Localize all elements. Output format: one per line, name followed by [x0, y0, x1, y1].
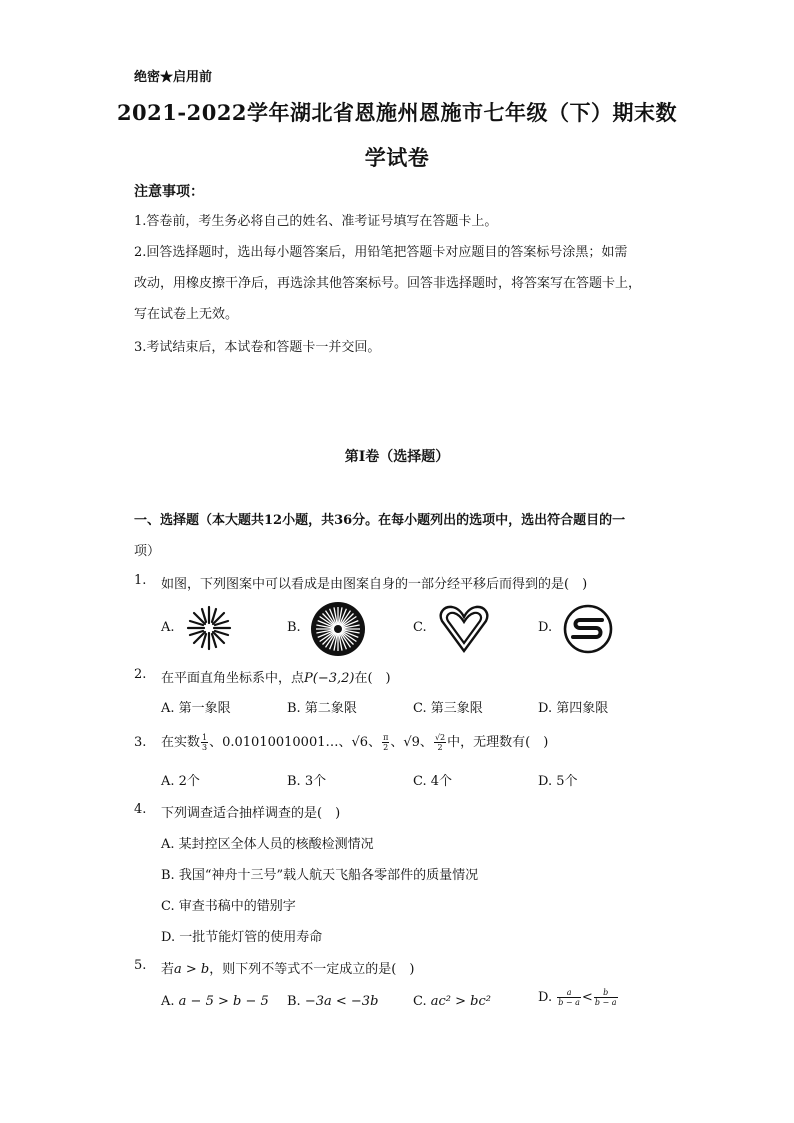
option-fraction-left — [557, 988, 581, 1007]
question-3-option-a: A. 2个 — [161, 774, 200, 789]
question-4-option-b: B. 我国“神舟十三号”载人航天飞船各零部件的质量情况 — [161, 868, 479, 883]
sunburst-circle-icon — [310, 601, 366, 657]
s-circle-logo-icon — [562, 603, 614, 655]
option-label: D. — [538, 990, 553, 1005]
question-3-option-d: D. 5个 — [538, 774, 578, 789]
question-2-option-c: C. 第三象限 — [413, 701, 483, 716]
question-5-option-d — [538, 988, 619, 1007]
question-1-option-c-label: C. — [413, 620, 427, 635]
fraction-denominator: 2 — [437, 743, 443, 752]
question-1-option-a-label: A. — [161, 620, 175, 635]
question-3-fraction-one-third — [201, 733, 208, 752]
question-3-text — [161, 731, 548, 752]
question-5-text-post: ，则下列不等式不一定成立的是( ) — [209, 962, 415, 977]
fraction-denominator: 2 — [383, 743, 389, 752]
question-3-sqrt6: √6 — [351, 735, 369, 750]
question-3-sqrt9: √9 — [403, 735, 420, 750]
question-1-number: 1. — [134, 573, 147, 588]
question-5-text-pre: 若 — [161, 962, 175, 977]
question-2-text — [161, 667, 391, 686]
fraction-numerator: a — [557, 988, 581, 998]
fraction-numerator: b — [594, 988, 618, 998]
confidential-label: 绝密★启用前 — [134, 70, 213, 85]
question-3-text-post: 中，无理数有( ) — [447, 735, 549, 750]
fraction-numerator: √2 — [434, 733, 446, 742]
exam-title-line2: 学试卷 — [364, 145, 430, 170]
question-5-option-c — [413, 994, 491, 1009]
question-3-text-pre: 在实数 — [161, 735, 201, 750]
notes-item-1: 1.答卷前，考生务必将自己的姓名、准考证号填写在答题卡上。 — [134, 214, 498, 229]
question-4-option-d: D. 一批节能灯管的使用寿命 — [161, 930, 323, 945]
question-3-option-c: C. 4个 — [413, 774, 453, 789]
notes-item-3: 3.考试结束后，本试卷和答题卡一并交回。 — [134, 340, 381, 355]
option-fraction-right — [594, 988, 618, 1007]
asterisk-star-icon — [184, 603, 234, 653]
question-4-text: 下列调查适合抽样调查的是( ) — [161, 806, 341, 821]
option-expression: ac² > bc² — [430, 994, 491, 1009]
option-expression: a − 5 > b − 5 — [178, 994, 269, 1009]
question-4-option-c: C. 审查书稿中的错别字 — [161, 899, 296, 914]
question-5-option-b — [287, 994, 378, 1009]
question-3-separator: 、 — [368, 735, 382, 750]
question-3-option-b: B. 3个 — [287, 774, 327, 789]
question-3-separator: 、 — [390, 735, 404, 750]
question-4-number: 4. — [134, 802, 147, 817]
question-2-text-pre: 在平面直角坐标系中，点 — [161, 671, 305, 686]
question-2-option-d: D. 第四象限 — [538, 701, 609, 716]
question-3-fraction-root2-half — [434, 733, 446, 752]
exam-title-line1: 2021-2022学年湖北省恩施州恩施市七年级（下）期末数 — [116, 100, 678, 125]
fraction-denominator: 3 — [202, 743, 208, 752]
question-2-option-a: A. 第一象限 — [161, 701, 231, 716]
question-3-text-mid: 、0.01010010001…、 — [209, 735, 352, 750]
question-3-fraction-pi-half — [382, 733, 389, 752]
question-2-point: P(−3,2) — [304, 671, 355, 686]
question-2-text-post: 在( ) — [354, 671, 391, 686]
option-expression: −3a < −3b — [304, 994, 379, 1009]
option-operator: < — [581, 990, 593, 1005]
question-3-separator: 、 — [419, 735, 433, 750]
question-5-option-a — [161, 994, 269, 1009]
notes-item-2-line3: 写在试卷上无效。 — [134, 307, 239, 322]
notes-item-2-line2: 改动，用橡皮擦干净后，再选涂其他答案标号。回答非选择题时，将答案写在答题卡上， — [134, 276, 642, 291]
question-4-option-a: A. 某封控区全体人员的核酸检测情况 — [161, 837, 374, 852]
question-5-number: 5. — [134, 958, 147, 973]
option-label: C. — [413, 994, 427, 1009]
section-title: 第Ⅰ卷（选择题） — [344, 449, 450, 465]
option-label: B. — [287, 994, 301, 1009]
double-heart-icon — [436, 603, 492, 655]
notes-heading: 注意事项： — [134, 184, 204, 200]
question-1-option-d-label: D. — [538, 620, 553, 635]
question-5-text — [161, 958, 414, 977]
part1-instructions-line2: 项） — [134, 544, 161, 559]
question-3-number: 3. — [134, 735, 147, 750]
question-1-option-b-label: B. — [287, 620, 301, 635]
question-2-number: 2. — [134, 667, 147, 682]
fraction-numerator: π — [383, 733, 389, 742]
part1-instructions-line1: 一、选择题（本大题共12小题，共36分。在每小题列出的选项中，选出符合题目的一 — [134, 513, 626, 528]
question-2-option-b: B. 第二象限 — [287, 701, 357, 716]
fraction-numerator: 1 — [202, 733, 208, 742]
notes-item-2-line1: 2.回答选择题时，选出每小题答案后，用铅笔把答题卡对应题目的答案标号涂黑；如需 — [134, 245, 628, 260]
question-1-text: 如图，下列图案中可以看成是由图案自身的一部分经平移后而得到的是( ) — [161, 577, 588, 592]
fraction-denominator: b − a — [594, 998, 617, 1007]
option-label: A. — [161, 994, 175, 1009]
fraction-denominator: b − a — [558, 998, 580, 1007]
question-5-condition: a > b — [174, 962, 210, 977]
